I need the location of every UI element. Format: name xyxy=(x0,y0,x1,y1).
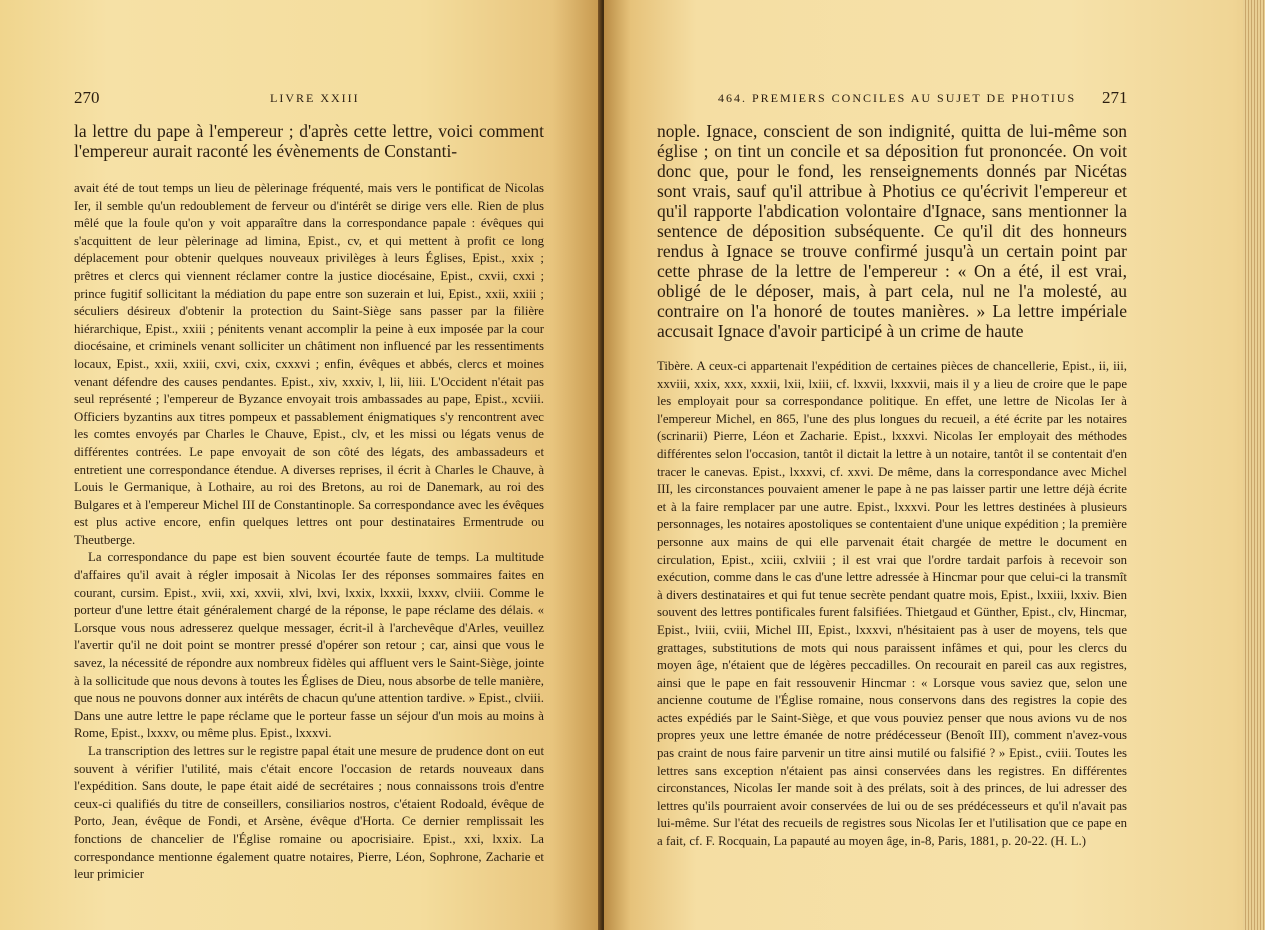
footnotes xyxy=(74,180,544,884)
page-number: 270 xyxy=(74,88,100,107)
page-number: 271 xyxy=(1102,88,1128,107)
left-page xyxy=(0,0,600,930)
main-text: nople. Ignace, conscient de son indignité, quitta de lui-même son église ; on tint un concile et sa déposition fut prononcée. On voit donc que, pour le fond, les renseignements donnés par Nicétas sont vrais, sauf qu'il attribue à Photius ce qu'écrivit l'empereur et qu'il rapporte l'abdication volontaire d'Ignace, sans mentionner la sentence de déposition subséquente. Ce qu'il dit des honneurs rendus à Ignace se trouve confirmé jusqu'à un certain point par cette phrase de la lettre de l'empereur : « On a été, il est vrai, obligé de le déposer, mais, à part cela, nul ne l'a molesté, au contraire on l'a honoré de toutes manières. » La lettre impériale accusait Ignace d'avoir participé à un crime de haute xyxy=(657,121,1127,341)
main-text: la lettre du pape à l'empereur ; d'après cette lettre, voici comment l'empereur aurait raconté les évènements de Constanti- xyxy=(74,121,544,161)
running-head: 464. PREMIERS CONCILES AU SUJET DE PHOTIUS xyxy=(718,91,1077,105)
footnote-paragraph: La transcription des lettres sur le registre papal était une mesure de prudence dont on eut souvent à vérifier l'utilité, mais c'était encore l'occasion de retards nouveaux dans l'expédition. Sans doute, le pape était aidé de secrétaires ; nous connaissons trois d'entre ceux-ci qualifiés du titre de conseillers, consiliarios nostros, c'étaient Rodoald, évêque de Porto, Jean, évêque de Fondi, et Arsène, évêque d'Horta. Ce dernier remplissait les fonctions de chancelier de l'Église romaine ou apocrisiaire. Epist., xxi, lxxix. La correspondance mentionne également quatre notaires, Pierre, Léon, Sophrone, Zacharie et leur primicier xyxy=(74,744,544,882)
right-page xyxy=(604,0,1265,930)
page-edges xyxy=(1243,0,1265,930)
footnote-paragraph: Tibère. A ceux-ci appartenait l'expédition de certaines pièces de chancellerie, Epist., ii, iii, xxviii, xxix, xxx, xxxii, lxii, lxiii, cf. lxxvii, lxxxvii, mais il y a lieu de croire que le pape les employait pour sa correspondance politique. En effet, une lettre de Nicolas Ier à l'empereur Michel, en 865, l'une des plus longues du recueil, a été écrite par les notaires (scrinarii) Pierre, Léon et Zacharie. Epist., lxxxvi. Nicolas Ier employait des méthodes différentes selon l'occasion, tantôt il dictait la lettre à un notaire, tantôt il se contentait d'en tracer le canevas. Epist., lxxxvi, cf. xxvi. De même, dans la correspondance avec Michel III, les circonstances pouvaient amener le pape à ne pas laisser partir une lettre déjà écrite et à la faire remplacer par une autre. Epist., lxxxvi. Pour les lettres destinées à plusieurs personnages, les notaires apostoliques se contentaient d'une unique expédition ; la première personne aux mains de qui elle parvenait était chargée de mettre le document en circulation, Epist., xciii, cxlviii ; il est vrai que l'ordre tardait parfois à recevoir son exécution, comme dans le cas d'une lettre adressée à Hincmar pour que celui-ci la transmît à divers destinataires et qui fut tenue secrète pendant quatre mois, Epist., lxxiii, lxxiv. Bien souvent des lettres pontificales furent falsifiées. Thietgaud et Günther, Epist., clv, Hincmar, Epist., lviii, cviii, Michel III, Epist., lxxxvi, n'hésitaient pas à user de moyens, tels que grattages, substitutions de mots qui nous paraissent infâmes et qui, pour les clercs du moyen âge, n'étaient que de légères peccadilles. On recourait en pareil cas aux registres, ainsi que le pape en fait ressouvenir Hincmar : « Lorsque vous saviez que, selon une ancienne coutume de l'Église romaine, nous conservons dans des registres la copie des actes expédiés par le Saint-Siège, et que vous pouviez penser que nous avions vu de nos propres yeux une lettre émanée de notre prédécesseur (Benoît III), comment n'avez-vous pas craint de nous faire parvenir un titre ainsi mutilé ou falsifié ? » Epist., cviii. Toutes les lettres sans exception n'étaient pas ainsi conservées dans les registres. En différentes circonstances, Nicolas Ier mande soit à des prélats, soit à des princes, de lui adresser des lettres qu'ils pourraient avoir conservées de lui ou de ses prédécesseurs et qu'il n'avait pas lui-même. Sur l'état des recueils de registres sous Nicolas Ier et l'utilisation que ce pape en a fait, cf. F. Rocquain, La papauté au moyen âge, in-8, Paris, 1881, p. 20-22. (H. L.) xyxy=(657,359,1127,849)
running-head: LIVRE XXIII xyxy=(270,91,360,105)
footnotes xyxy=(657,358,1127,851)
footnote-paragraph: avait été de tout temps un lieu de pèlerinage fréquenté, mais vers le pontificat de Nicolas Ier, il semble qu'un redoublement de ferveur ou d'intérêt se dirige vers elle. Rien de plus mêlé que la foule qu'on y voit apparaître dans la correspondance papale : évêques qui s'acquittent de leur pèlerinage ad limina, Epist., cv, et qui mettent à profit ce long déplacement pour obtenir quelques nouveaux privilèges à leurs Églises, Epist., xxix ; prêtres et clercs qui viennent réclamer contre la justice diocésaine, Epist., cxvii, cxxi ; prince fugitif sollicitant la médiation du pape entre son suzerain et lui, Epist., xxii, xxiii ; séculiers désireux d'obtenir la protection du Saint-Siège sans passer par la filière hiérarchique, Epist., xxiii ; pénitents venant accomplir la peine à eux imposée par la cour diocésaine, et criminels venant solliciter un châtiment non influencé par les ressentiments locaux, Epist., xxii, xxiii, cxvi, cxix, cxxxvi ; enfin, évêques et abbés, clercs et moines venant défendre des causes pendantes. Epist., xiv, xxxiv, l, lii, liii. L'Occident n'était pas seul représenté ; l'empereur de Byzance envoyait trois ambassades au pape, Epist., xcviii. Officiers byzantins aux titres pompeux et passablement énigmatiques s'y rencontrent avec les comtes envoyés par Charles le Chauve, Epist., clv, et les missi ou légats venus de différentes contrées. Le pape envoyait de son côté des légats, des ambassadeurs et entretient une correspondance étendue. A diverses reprises, il écrit à Charles le Chauve, à Louis le Germanique, à Lothaire, au roi des Bretons, au roi de Danemark, au roi des Bulgares et à l'empereur Michel III de Constantinople. Sa correspondance avec les évêques est plus active encore, enfin quelques lettres ont pour destinataires Ermentrude ou Theutberge. xyxy=(74,181,544,547)
footnote-paragraph: La correspondance du pape est bien souvent écourtée faute de temps. La multitude d'affaires qu'il avait à régler imposait à Nicolas Ier des réponses sommaires faites en courant, cursim. Epist., xvii, xxi, xxvii, xlvi, lxvi, lxxix, lxxxii, lxxxv, clviii. Comme le porteur d'une lettre était généralement chargé de la réponse, le pape réclame des délais. « Lorsque vous nous adresserez quelque messager, écrit-il à l'archevêque d'Arles, veuillez l'avertir qu'il ne doit point se montrer pressé d'opérer son retour ; car, ainsi que vous le savez, la nécessité de répondre aux nombreux fidèles qui affluent vers le Saint-Siège, jointe à la sollicitude que nous devons à toutes les Églises de Dieu, nous absorbe de telle manière, que nous ne pouvons donner aux intérêts de chacun qu'une attention tardive. » Epist., clviii. Dans une autre lettre le pape réclame que le porteur fasse un séjour d'un mois au moins à Rome, Epist., lxxxv, ou même plus. Epist., lxxxvi. xyxy=(74,550,544,741)
